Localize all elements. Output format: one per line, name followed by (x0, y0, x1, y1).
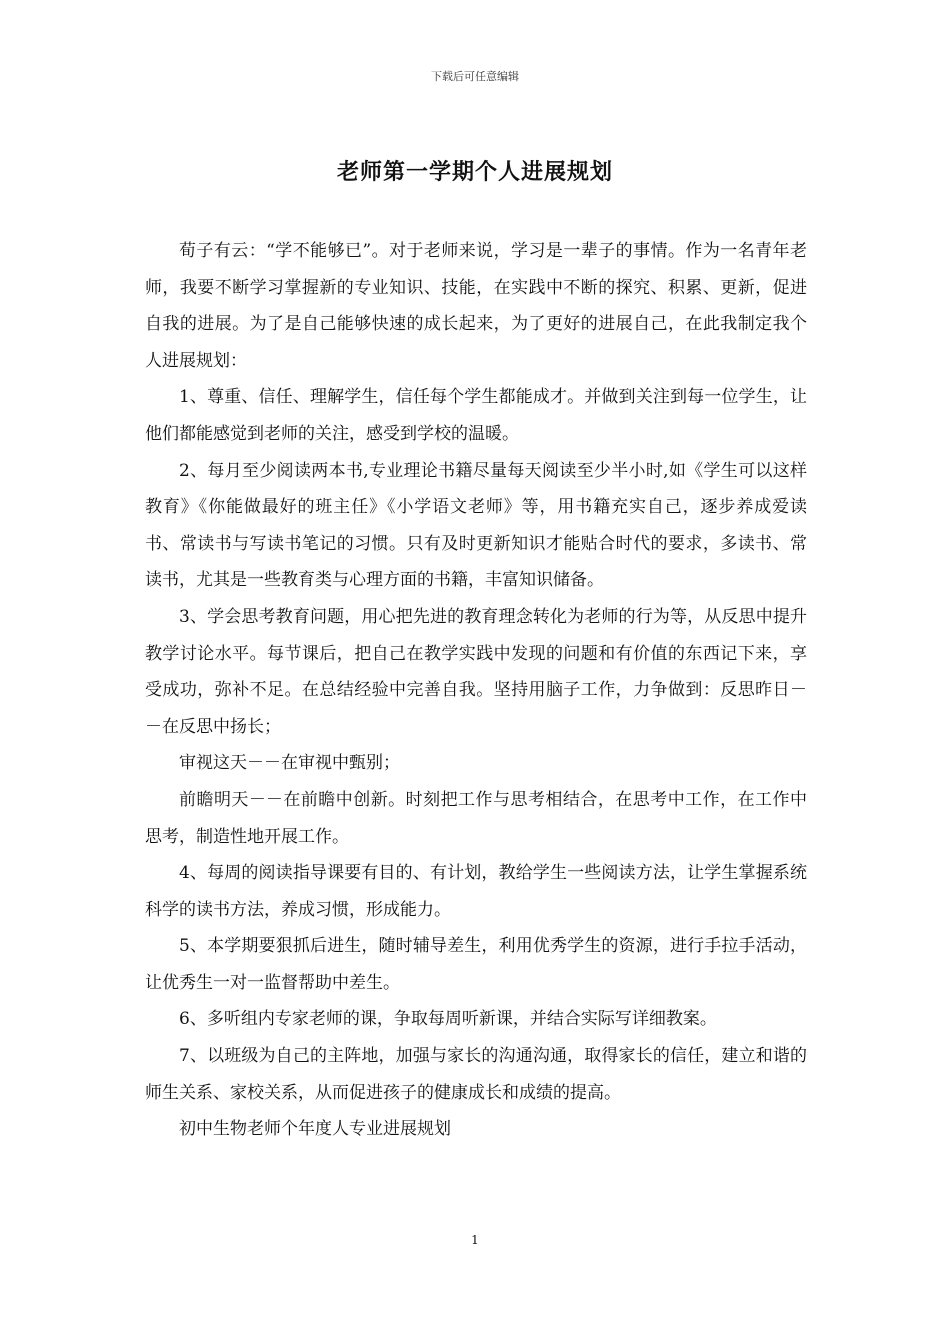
paragraph-next-heading: 初中生物老师个年度人专业进展规划 (179, 1119, 451, 1140)
paragraph-look-ahead: 前瞻明天－－在前瞻中创新。时刻把工作与思考相结合，在思考中工作，在工作中思考，制造性地开展工作。 (145, 789, 807, 847)
paragraph-item-2: 2、每月至少阅读两本书,专业理论书籍尽量每天阅读至少半小时,如《学生可以这样教育》《你能做最好的班主任》《小学语文老师》等，用书籍充实自己，逐步养成爱读书、常读书与写读书笔记的习惯。只有及时更新知识才能贴合时代的要求，多读书、常读书，尤其是一些教育类与心理方面的书籍，丰富知识储备。 (145, 460, 807, 591)
document-title: 老师第一学期个人进展规划 (336, 159, 613, 185)
paragraph-intro: 荀子有云：“学不能够已”。对于老师来说，学习是一辈子的事情。作为一名青年老师，我要不断学习掌握新的专业知识、技能，在实践中不断的探究、积累、更新，促进自我的进展。为了是自己能够快速的成长起来，为了更好的进展自己，在此我制定我个人进展规划： (145, 241, 807, 371)
paragraph-item-4: 4、每周的阅读指导课要有目的、有计划，教给学生一些阅读方法，让学生掌握系统科学的读书方法，养成习惯，形成能力。 (145, 863, 807, 920)
paragraph-item-3: 3、学会思考教育问题，用心把先进的教育理念转化为老师的行为等，从反思中提升教学讨论水平。每节课后，把自己在教学实践中发现的问题和有价值的东西记下来，享受成功，弥补不足。在总结经验中完善自我。坚持用脑子工作，力争做到：反思昨日－－在反思中扬长； (145, 606, 807, 737)
header-note: 下载后可任意编辑 (431, 70, 519, 83)
paragraph-review-today: 审视这天－－在审视中甄别； (179, 753, 400, 774)
document-body (145, 233, 807, 1148)
paragraph-item-6: 6、多听组内专家老师的课，争取每周听新课，并结合实际写详细教案。 (179, 1009, 717, 1030)
paragraph-item-5: 5、本学期要狠抓后进生，随时辅导差生，利用优秀学生的资源，进行手拉手活动，让优秀生一对一监督帮助中差生。 (145, 936, 807, 993)
page-number: 1 (471, 1233, 479, 1247)
paragraph-item-7: 7、以班级为自己的主阵地，加强与家长的沟通沟通，取得家长的信任，建立和谐的师生关系、家校关系，从而促进孩子的健康成长和成绩的提高。 (145, 1046, 807, 1103)
paragraph-item-1: 1、尊重、信任、理解学生，信任每个学生都能成才。并做到关注到每一位学生，让他们都能感觉到老师的关注，感受到学校的温暖。 (145, 387, 807, 444)
